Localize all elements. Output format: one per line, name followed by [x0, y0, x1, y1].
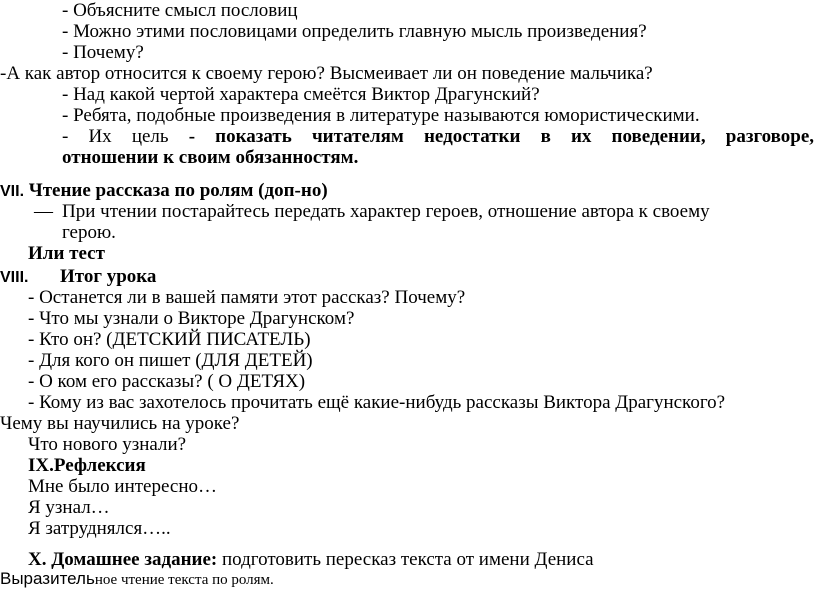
summary-question: - Кто он? (ДЕТСКИЙ ПИСАТЕЛЬ)	[28, 329, 311, 350]
goal-text-bold: - показать читателям недостатки в их поведении, разговоре,	[188, 126, 815, 147]
section-heading-reflection: IX.Рефлексия	[28, 455, 146, 476]
homework-text: подготовить пересказ текста от имени Дениса	[222, 549, 594, 570]
question-character-trait: - Над какой чертой характера смеётся Виктор Драгунский?	[62, 84, 540, 105]
section-numeral: VII.	[0, 183, 25, 200]
summary-question-new: Что нового узнали?	[28, 434, 187, 455]
section-title: Чтение рассказа по ролям (доп-но)	[28, 180, 328, 201]
question-why: - Почему?	[62, 42, 144, 63]
goal-text-bold-continued: отношении к своим обязанностям.	[62, 147, 359, 168]
homework-label: X. Домашнее задание:	[28, 549, 218, 570]
summary-question: - Кому из вас захотелось прочитать ещё какие-нибудь рассказы Виктора Драгунского?	[28, 392, 726, 413]
role-reading-dash: —	[34, 201, 53, 222]
statement-humorous-works: - Ребята, подобные произведения в литературе называются юмористическими.	[62, 105, 700, 126]
homework-reading-small: ное чтение текста по ролям.	[94, 572, 274, 588]
summary-question-continued: Чему вы научились на уроке?	[0, 413, 240, 434]
role-reading-instruction: При чтении постарайтесь передать характер героев, отношение автора к своему	[62, 201, 710, 222]
section-heading-lesson-summary	[0, 266, 156, 289]
question-main-idea: - Можно этими пословицами определить главную мысль произведения?	[62, 21, 647, 42]
question-author-attitude: -А как автор относится к своему герою? Высмеивает ли он поведение мальчика?	[0, 63, 653, 84]
section-numeral: VIII.	[0, 269, 29, 286]
reflection-prompt: Я затруднялся…..	[28, 518, 171, 539]
summary-question: - О ком его рассказы? ( О ДЕТЯХ)	[28, 371, 306, 392]
reflection-prompt: Мне было интересно…	[28, 476, 217, 497]
reflection-prompt: Я узнал…	[28, 497, 110, 518]
question-proverbs-meaning: - Объясните смысл пословиц	[62, 0, 298, 21]
summary-question: - Для кого он пишет (ДЛЯ ДЕТЕЙ)	[28, 350, 313, 371]
role-reading-instruction-continued: герою.	[62, 222, 116, 243]
summary-question: - Останется ли в вашей памяти этот рассказ? Почему?	[28, 287, 466, 308]
section-title: Итог урока	[59, 266, 157, 287]
section-heading-role-reading	[0, 180, 328, 203]
goal-label: - Их цель	[62, 126, 169, 147]
or-test-label: Или тест	[28, 243, 105, 264]
homework-reading-big: Выразитель	[0, 569, 95, 588]
statement-goal	[62, 126, 814, 148]
summary-question: - Что мы узнали о Викторе Драгунском?	[28, 308, 355, 329]
